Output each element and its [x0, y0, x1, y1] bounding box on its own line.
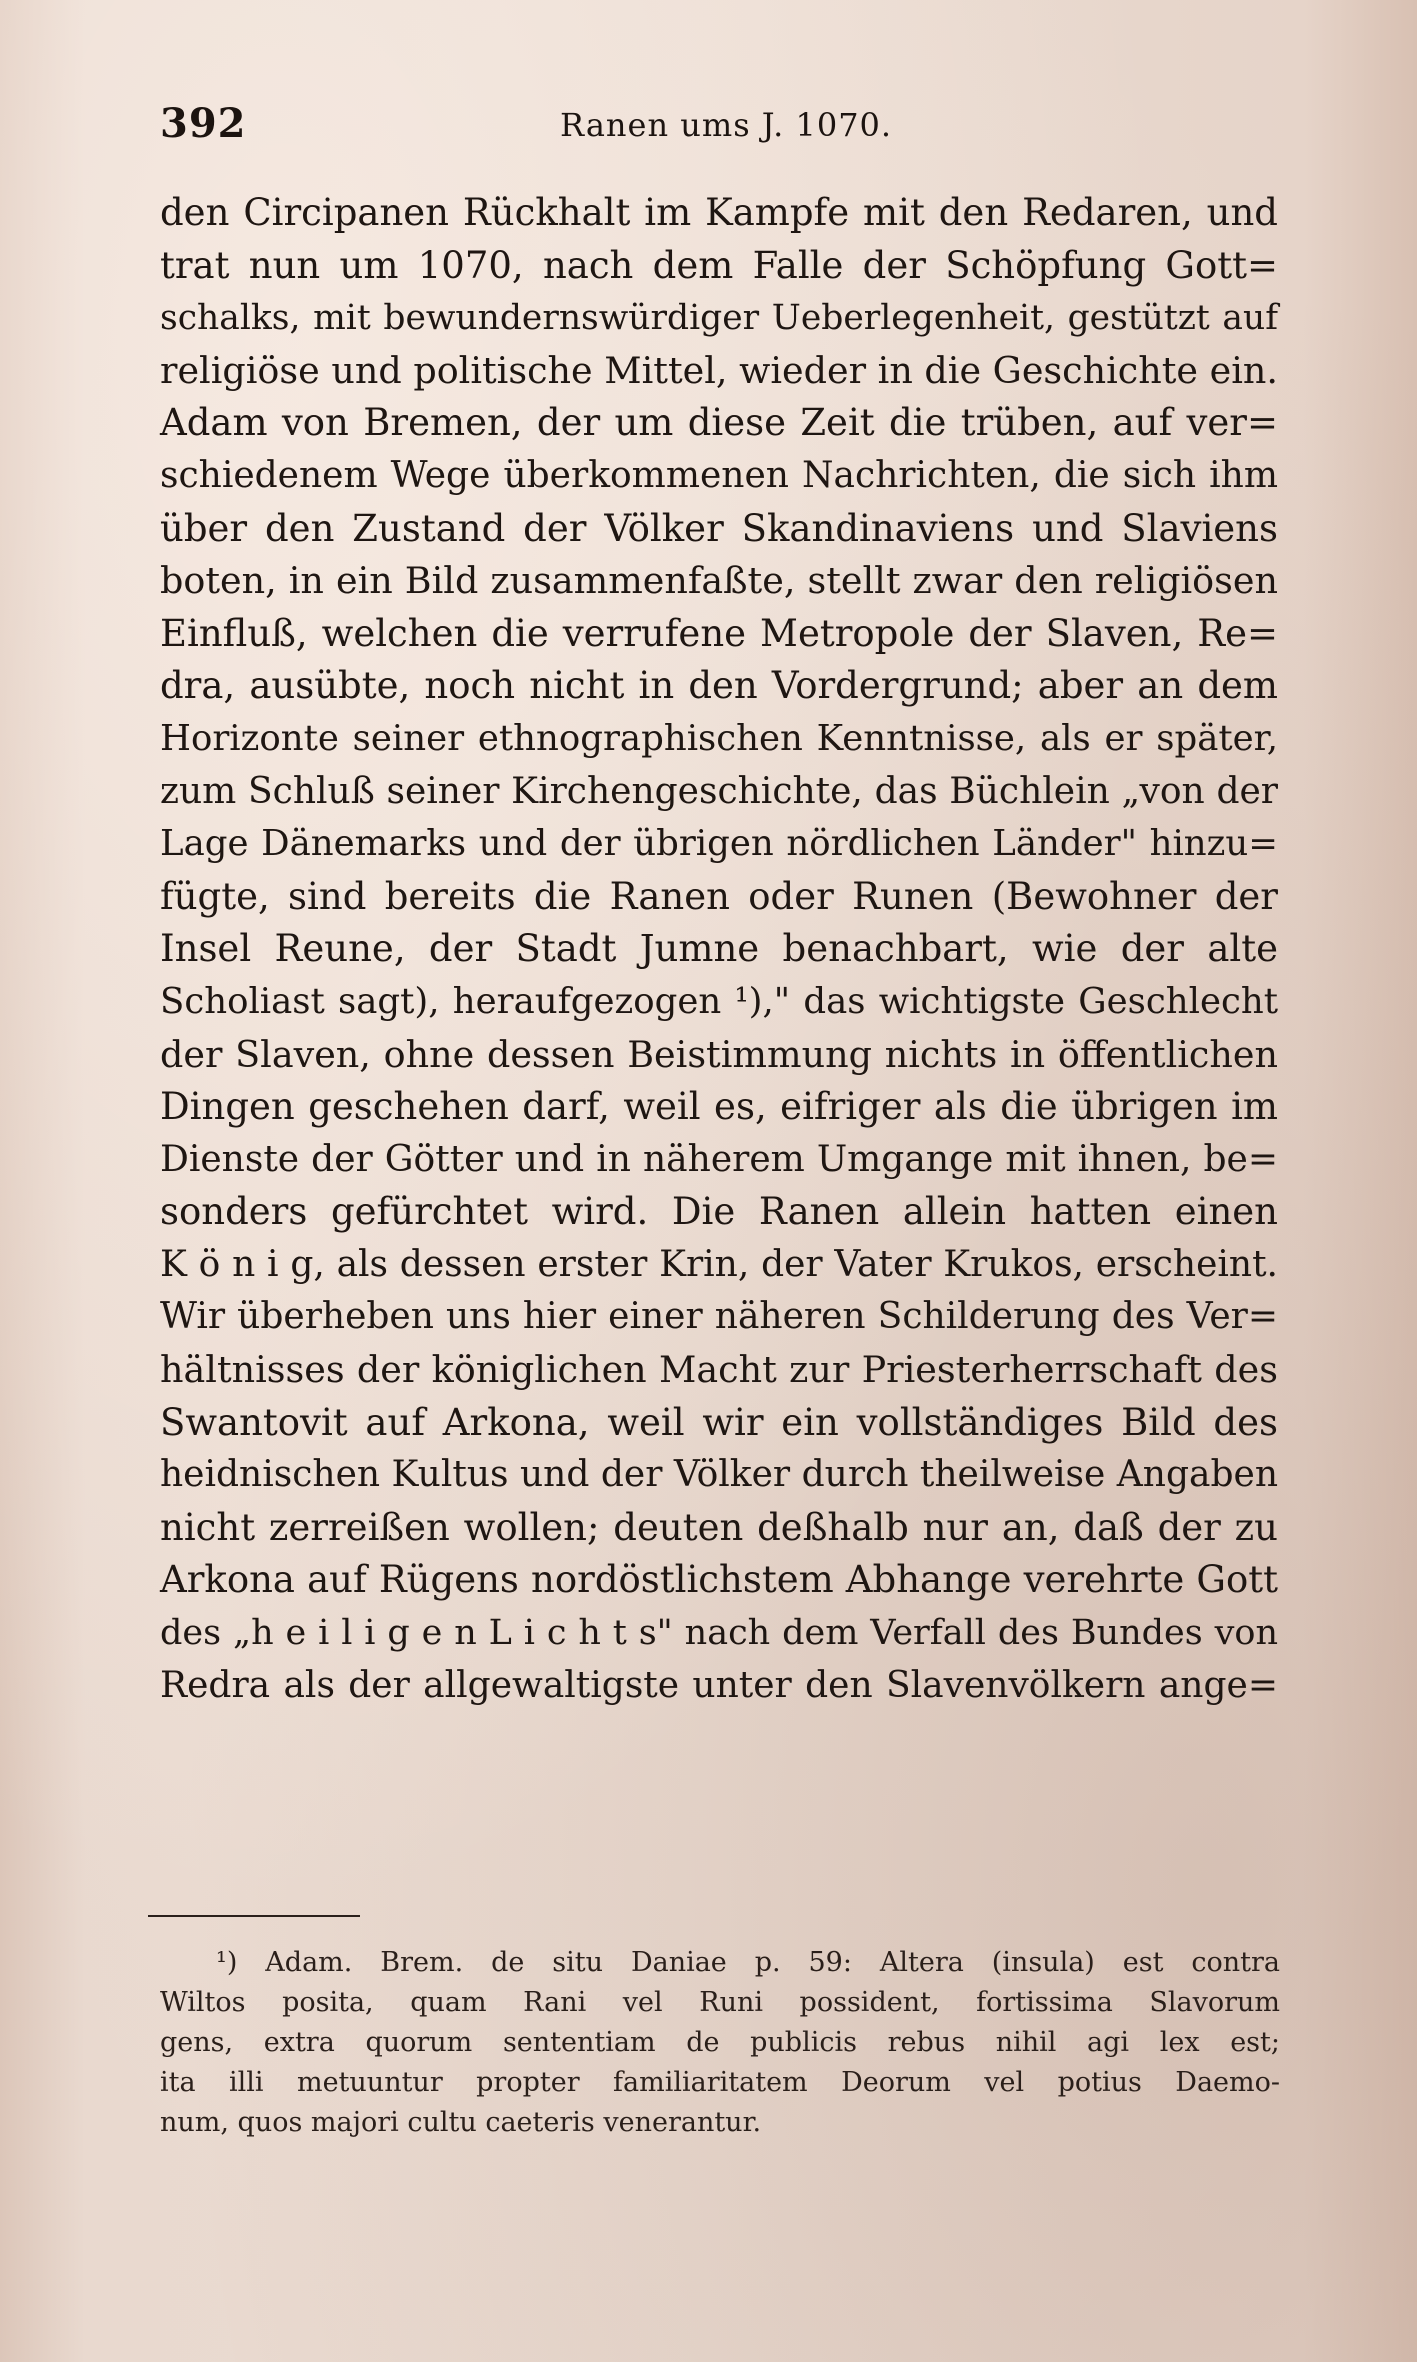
footnotes — [160, 1943, 1280, 2143]
body-line: den Circipanen Rückhalt im Kampfe mit den Redaren, und — [160, 191, 1278, 234]
body-line: Dienste der Götter und in näherem Umgange mit ihnen, be= — [160, 1138, 1278, 1180]
body-line: boten, in ein Bild zusammenfaßte, stellt zwar den religiösen — [160, 559, 1278, 603]
body-line: zum Schluß seiner Kirchengeschichte, das Büchlein „von der — [160, 770, 1278, 812]
body-line: trat nun um 1070, nach dem Falle der Schöpfung Gott= — [160, 243, 1278, 287]
body-line: Lage Dänemarks und der übrigen nördlichen Länder" hinzu= — [160, 823, 1278, 865]
body-line: hältnisses der königlichen Macht zur Priesterherrschaft des — [160, 1348, 1278, 1392]
body-line: Horizonte seiner ethnographischen Kenntnisse, als er später, — [160, 717, 1278, 759]
footnote-line: Wiltos posita, quam Rani vel Runi possident, fortissima Slavorum — [160, 1987, 1280, 2018]
footnote-divider — [148, 1915, 360, 1917]
body-line: Adam von Bremen, der um diese Zeit die trüben, auf ver= — [160, 401, 1278, 445]
body-line: der Slaven, ohne dessen Beistimmung nichts in öffentlichen — [160, 1032, 1278, 1076]
body-line: Wir überheben uns hier einer näheren Schilderung des Ver= — [160, 1296, 1278, 1338]
body-line: des „h e i l i g e n L i c h t s" nach dem Verfall des Bundes von — [160, 1613, 1278, 1654]
body-line: Einfluß, welchen die verrufene Metropole der Slaven, Re= — [160, 611, 1278, 655]
body-line: heidnischen Kultus und der Völker durch theilweise Angaben — [160, 1454, 1278, 1496]
body-line: fügte, sind bereits die Ranen oder Runen (Bewohner der — [160, 874, 1278, 918]
footnote-line: num, quos majori cultu caeteris venerantur. — [160, 2107, 762, 2138]
body-line: Scholiast sagt), heraufgezogen ¹)," das wichtigste Geschlecht — [160, 980, 1278, 1022]
body-line: Swantovit auf Arkona, weil wir ein vollständiges Bild des — [160, 1400, 1278, 1444]
body-line: Insel Reune, der Stadt Jumne benachbart, wie der alte — [160, 927, 1278, 971]
body-line: Dingen geschehen darf, weil es, eifriger als die übrigen im — [160, 1085, 1278, 1129]
body-line: schalks, mit bewundernswürdiger Ueberlegenheit, gestützt auf — [160, 298, 1278, 339]
body-line: schiedenem Wege überkommenen Nachrichten, die sich ihm — [160, 454, 1278, 496]
body-line: Redra als der allgewaltigste unter den Slavenvölkern ange= — [160, 1664, 1278, 1706]
body-text — [160, 187, 1278, 1712]
body-line: nicht zerreißen wollen; deuten deßhalb nur an, daß der zu — [160, 1505, 1278, 1549]
page-number: 392 — [160, 100, 247, 147]
body-line: sonders gefürchtet wird. Die Ranen allein hatten einen — [160, 1190, 1278, 1234]
body-line: Arkona auf Rügens nordöstlichstem Abhange verehrte Gott — [160, 1558, 1278, 1602]
footnote-line: gens, extra quorum sententiam de publicis rebus nihil agi lex est; — [160, 2027, 1280, 2058]
running-title: Ranen ums J. 1070. — [560, 106, 893, 144]
body-line: K ö n i g, als dessen erster Krin, der Vater Krukos, erscheint. — [160, 1243, 1278, 1285]
body-line: über den Zustand der Völker Skandinaviens und Slaviens — [160, 506, 1278, 550]
footnote-line: ita illi metuuntur propter familiaritatem Deorum vel potius Daemo- — [160, 2067, 1280, 2098]
body-line: religiöse und politische Mittel, wieder in die Geschichte ein. — [160, 348, 1278, 392]
body-line: dra, ausübte, noch nicht in den Vordergrund; aber an dem — [160, 664, 1278, 708]
footnote-line: ¹) Adam. Brem. de situ Daniae p. 59: Altera (insula) est contra — [216, 1947, 1280, 1978]
page-header — [160, 100, 1280, 160]
